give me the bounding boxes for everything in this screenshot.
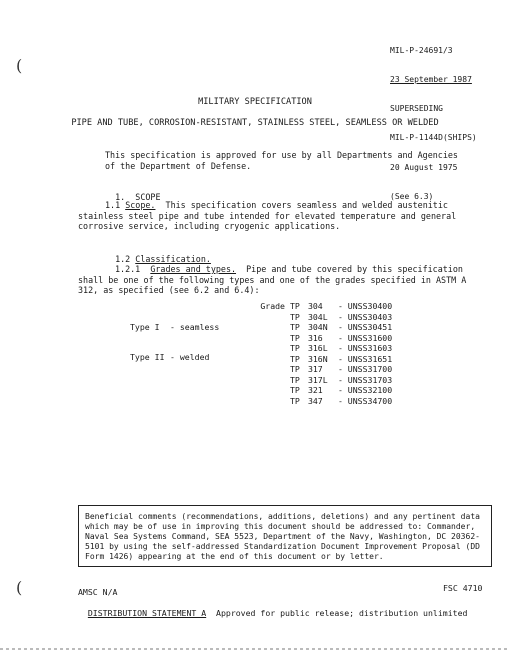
margin-bracket-mark: ( [16, 578, 23, 597]
list-item: TP 321 - UNSS32100 [289, 385, 393, 395]
list-item: TP 317L - UNSS31703 [289, 374, 393, 385]
spec-title: MILITARY SPECIFICATION [198, 97, 312, 107]
fsc-label: FSC 4710 [443, 583, 483, 593]
doc-date: 23 September 1987 [390, 74, 472, 84]
comments-text: Beneficial comments (recommendations, additions, deletions) and any pertinent data which may be of use in improving this document should be addressed to: Commander, Naval Sea Systems Command, SEA 5523, Department of the Navy, Washington, DC 20362-5101 by using the self-addressed Standardization Document Improvement Proposal (DD Form 1426) appearing at the end of this document or by letter. [85, 512, 480, 561]
section-heading [105, 181, 161, 202]
scan-edge-line [0, 648, 510, 650]
list-item: TP 316N - UNSS31651 [289, 353, 393, 364]
comments-box [78, 505, 492, 567]
spec-subtitle: PIPE AND TUBE, CORROSION-RESISTANT, STAINLESS STEEL, SEAMLESS OR WELDED [71, 118, 439, 128]
see-note: (See 6.3) [390, 191, 434, 201]
list-item: TP 304L - UNSS30403 [289, 311, 393, 322]
type-list [130, 301, 219, 373]
superseded-date: 20 August 1975 [390, 162, 458, 172]
margin-bracket-mark: ( [16, 56, 23, 75]
approval-paragraph: This specification is approved for use by all Departments and Agencies of the Department of Defense. [105, 150, 458, 171]
list-item: TP 304N - UNSS30451 [289, 322, 393, 332]
superseded-doc: MIL-P-1144D(SHIPS) [390, 133, 477, 143]
classification-heading: 1.2 Classification. [115, 253, 211, 264]
list-item: Grade TP 304 - UNSS30400 [260, 301, 393, 311]
list-item: Type II - welded [130, 352, 210, 363]
list-item: TP 347 - UNSS34700 [289, 395, 393, 406]
amsc-label: AMSC N/A [78, 587, 118, 597]
list-item: TP 316L - UNSS31603 [289, 343, 393, 353]
doc-id: MIL-P-24691/3 [390, 45, 453, 55]
section-number: 1. [115, 191, 126, 202]
superseding-label: SUPERSEDING [390, 104, 443, 113]
distribution-statement: DISTRIBUTION STATEMENT A Approved for public release; distribution unlimited [87, 608, 468, 619]
section-title: SCOPE [135, 191, 161, 202]
list-item: TP 317 - UNSS31700 [289, 364, 393, 374]
list-item: TP 316 - UNSS31600 [289, 332, 393, 343]
grades-paragraph: 1.2.1 Grades and types. Pipe and tube covered by this specification shall be one of the following types and one of the grades specified in ASTM A 312, as specified (see 6.2 and 6.4): [78, 264, 467, 295]
scope-paragraph: 1.1 Scope. This specification covers seamless and welded austenitic stainless steel pipe and tube intended for elevated temperature and general corrosive service, including cryogenic applications. [78, 200, 457, 231]
list-item: Type I - seamless [130, 321, 220, 332]
